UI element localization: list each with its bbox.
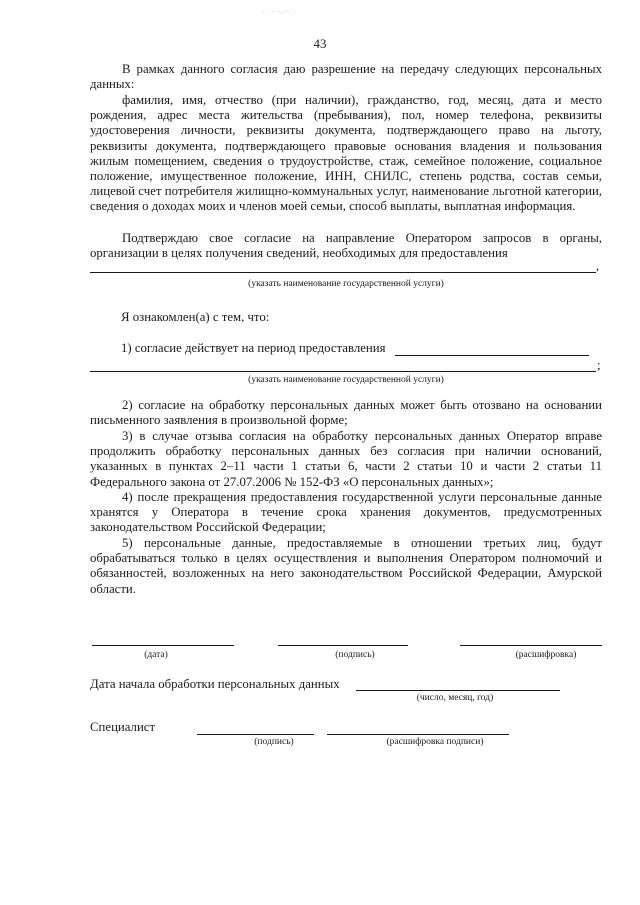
service-name-line-1 — [90, 272, 596, 273]
data-list-paragraph: фамилия, имя, отчество (при наличии), гражданство, год, месяц, дата и место рождения, адрес места жительства (пребывания), пол, номер телефона, реквизиты удостоверения личности, реквизиты документа, подтверждающего право на льготу, реквизиты документа, подтверждающего правовые основания владения и пользования жилым помещением, сведения о трудоустройстве, стаж, семейное положение, социальное положение, имущественное положение, ИНН, СНИЛС, степень родства, состав семьи, лицевой счет потребителя жилищно-коммунальных услуг, наименование льготной категории, сведения о доходах моих и членов моей семьи, способ выплаты, выплатная информация. — [90, 93, 602, 214]
caption-day-month-year: (число, месяц, год) — [416, 693, 494, 703]
transcript-line — [460, 645, 602, 646]
caption-signature-transcript: (расшифровка подписи) — [386, 737, 484, 747]
item-3-paragraph: 3) в случае отзыва согласия на обработку персональных данных Оператор вправе продолжить обработку персональных данных без согласия при наличии оснований, указанных в пунктах 2–11 части 1 статьи 6, части 2 статьи 10 и части 2 статьи 11 Федерального закона от 27.07.2006 № 152-ФЗ «О персональных данных»; — [90, 429, 602, 489]
caption-service-1: (указать наименование государственной услуги) — [248, 279, 444, 289]
signature-line — [278, 645, 408, 646]
processing-start-label: Дата начала обработки персональных данных — [90, 677, 340, 691]
caption-specialist-signature: (подпись) — [254, 737, 294, 747]
item-4-paragraph: 4) после прекращения предоставления государственной услуги персональные данные хранятся у Оператора в течение срока хранения документов, предусмотренных законодательством Российской Федерации; — [90, 490, 602, 535]
intro-paragraph: В рамках данного согласия даю разрешение на передачу следующих персональных данных: — [90, 62, 602, 92]
acknowledged-heading: Я ознакомлен(а) с тем, что: — [121, 310, 270, 324]
specialist-transcript-line — [327, 734, 509, 735]
comma-mark: , — [596, 259, 600, 273]
caption-transcript: (расшифровка) — [515, 650, 577, 660]
period-line — [395, 355, 589, 356]
specialist-signature-line — [197, 734, 314, 735]
scan-artifact: · ·· ·.··.· — [262, 8, 297, 16]
specialist-label: Специалист — [90, 720, 156, 734]
caption-signature: (подпись) — [335, 650, 375, 660]
service-name-line-2 — [90, 371, 596, 372]
page-number: 43 — [313, 36, 327, 51]
caption-service-2: (указать наименование государственной услуги) — [248, 375, 444, 385]
semicolon-mark: ; — [597, 358, 601, 372]
item-2-paragraph: 2) согласие на обработку персональных данных может быть отозвано на основании письменного заявления в произвольной форме; — [90, 398, 602, 428]
item-5-paragraph: 5) персональные данные, предоставляемые в отношении третьих лиц, будут обрабатываться только в целях осуществления и выполнения Оператором полномочий и обязанностей, возложенных на него законодательством Российской Федерации, Амурской области. — [90, 536, 602, 596]
request-paragraph: Подтверждаю свое согласие на направление Оператором запросов в органы, организации в целях получения сведений, необходимых для предоставления — [90, 231, 602, 261]
caption-date: (дата) — [144, 650, 168, 660]
date-line — [92, 645, 234, 646]
processing-date-line — [356, 690, 560, 691]
item-1-text: 1) согласие действует на период предоставления — [121, 341, 386, 355]
